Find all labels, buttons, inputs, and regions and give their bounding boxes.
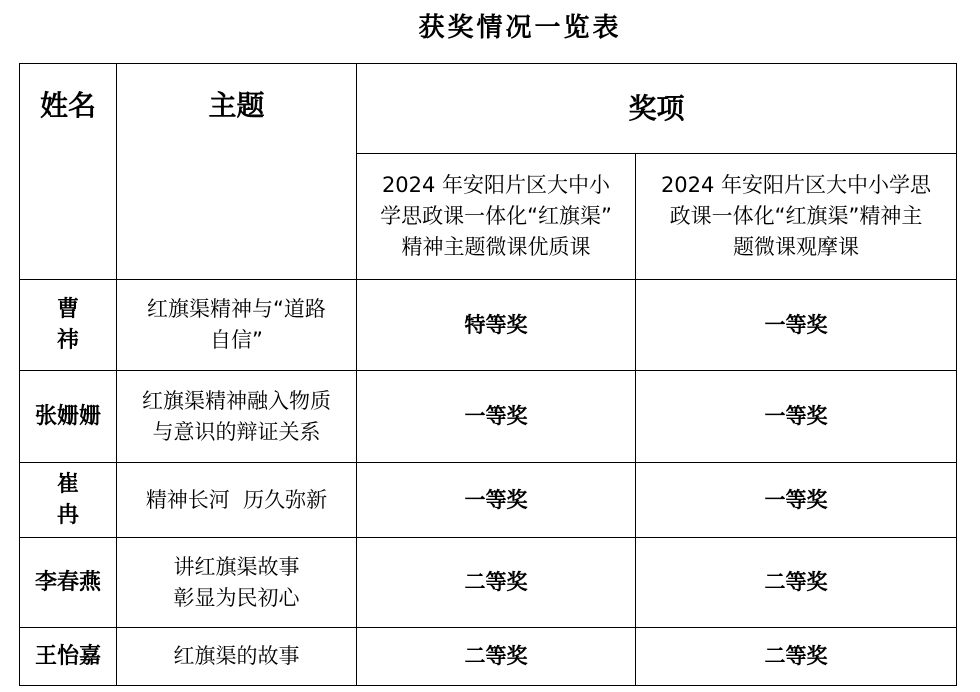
header-name: 姓名 (20, 64, 117, 280)
row-name: 李春燕 (20, 538, 117, 628)
row-name: 曹 祎 (20, 280, 117, 371)
row-topic: 精神长河 历久弥新 (117, 463, 357, 538)
header-awards: 奖项 (357, 64, 957, 154)
row-award1: 一等奖 (357, 371, 636, 463)
row-award1: 一等奖 (357, 463, 636, 538)
row-topic (117, 280, 357, 371)
row-topic-line2: 彰显为民初心 (173, 585, 300, 610)
header-award-col2-line2: 政课一体化“红旗渠”精神主 (669, 204, 923, 228)
row-award2: 一等奖 (636, 371, 957, 463)
row-award1: 二等奖 (357, 628, 636, 686)
header-topic: 主题 (117, 64, 357, 280)
row-topic-line1: 红旗渠精神与“道路 (147, 297, 326, 321)
row-topic: 红旗渠的故事 (117, 628, 357, 686)
row-topic (117, 371, 357, 463)
header-row-main (20, 64, 957, 154)
table-row (20, 628, 957, 686)
row-award1: 特等奖 (357, 280, 636, 371)
row-award2: 二等奖 (636, 538, 957, 628)
row-name: 张姗姗 (20, 371, 117, 463)
row-award1: 二等奖 (357, 538, 636, 628)
header-award-col2-line1: 2024 年安阳片区大中小学思 (660, 173, 932, 197)
row-topic (117, 538, 357, 628)
row-award2: 一等奖 (636, 463, 957, 538)
header-award-col2-line3: 题微课观摩课 (733, 235, 859, 259)
row-award2: 二等奖 (636, 628, 957, 686)
header-award-col2 (636, 154, 957, 280)
header-award-col1-line2: 学思政课一体化“红旗渠” (380, 204, 612, 228)
row-topic-line1: 红旗渠精神融入物质 (142, 388, 331, 413)
table-row (20, 371, 957, 463)
row-topic-line1: 讲红旗渠故事 (173, 554, 300, 579)
table-row (20, 538, 957, 628)
table-row (20, 463, 957, 538)
document-title: 获奖情况一览表 (418, 13, 622, 43)
row-name: 王怡嘉 (20, 628, 117, 686)
header-award-col1 (357, 154, 636, 280)
header-award-col1-line3: 精神主题微课优质课 (401, 235, 591, 259)
header-award-col1-line1: 2024 年安阳片区大中小 (381, 173, 611, 197)
awards-table (19, 63, 957, 686)
row-name: 崔 冉 (20, 463, 117, 538)
row-topic-line2: 自信” (210, 328, 263, 352)
row-award2: 一等奖 (636, 280, 957, 371)
table-row (20, 280, 957, 371)
row-topic-line2: 与意识的辩证关系 (152, 419, 321, 444)
